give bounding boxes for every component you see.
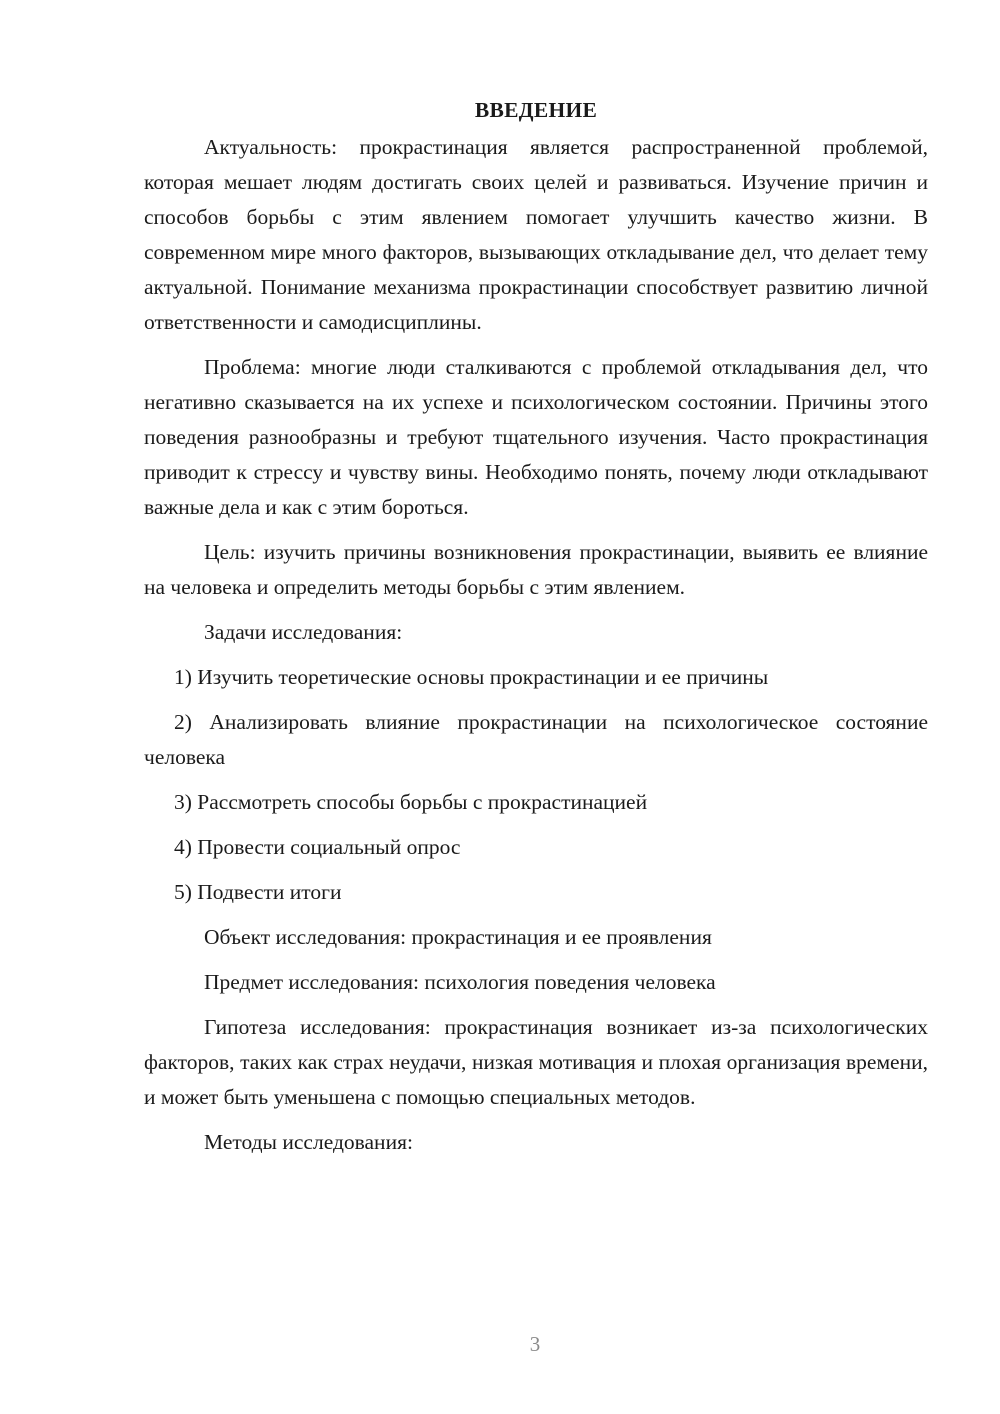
paragraph-relevance: Актуальность: прокрастинация является распространенной проблемой, которая мешает людям достигать своих целей и развиваться. Изучение причин и способов борьбы с этим явлением помогает улучшить качество жизни. В современном мире много факторов, вызывающих откладывание дел, что делает тему актуальной. Понимание механизма прокрастинации способствует развитию личной ответственности и самодисциплины. [144, 135, 928, 334]
list-item: 5) Подвести итоги [174, 880, 342, 904]
document-page [144, 93, 928, 1170]
list-item: 3) Рассмотреть способы борьбы с прокрастинацией [174, 790, 648, 814]
list-item: 4) Провести социальный опрос [174, 835, 461, 859]
section-title: ВВЕДЕНИЕ [474, 98, 598, 122]
paragraph-problem: Проблема: многие люди сталкиваются с проблемой откладывания дел, что негативно сказывается на их успехе и психологическом состоянии. Причины этого поведения разнообразны и требуют тщательного изучения. Часто прокрастинация приводит к стрессу и чувству вины. Необходимо понять, почему люди откладывают важные дела и как с этим бороться. [144, 355, 928, 519]
methods-heading: Методы исследования: [204, 1130, 413, 1154]
paragraph-goal: Цель: изучить причины возникновения прокрастинации, выявить ее влияние на человека и определить методы борьбы с этим явлением. [144, 540, 928, 599]
list-item: 1) Изучить теоретические основы прокрастинации и ее причины [174, 665, 769, 689]
paragraph-hypothesis: Гипотеза исследования: прокрастинация возникает из-за психологических факторов, таких как страх неудачи, низкая мотивация и плохая организация времени, и может быть уменьшена с помощью специальных методов. [144, 1015, 928, 1109]
paragraph-object: Объект исследования: прокрастинация и ее проявления [204, 925, 712, 949]
tasks-list [144, 660, 928, 910]
page-number: 3 [529, 1332, 541, 1356]
paragraph-subject: Предмет исследования: психология поведения человека [204, 970, 716, 994]
tasks-heading: Задачи исследования: [204, 620, 403, 644]
list-item: 2) Анализировать влияние прокрастинации на психологическое состояние человека [144, 710, 928, 769]
